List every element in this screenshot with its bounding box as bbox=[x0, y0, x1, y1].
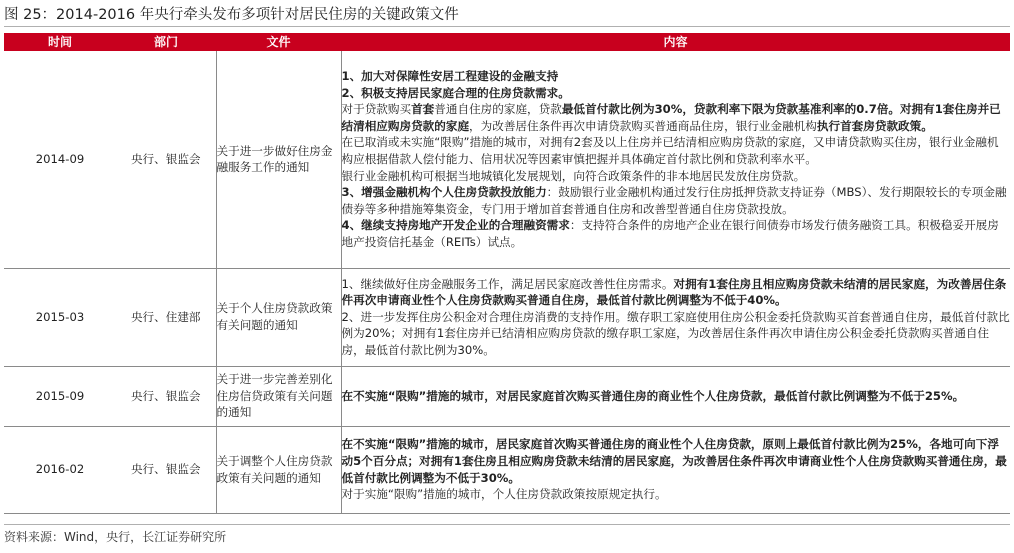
content-bold-text: 3、增强金融机构个人住房贷款投放能力 bbox=[341, 185, 547, 200]
content-paragraph bbox=[342, 134, 1011, 167]
content-text: 2、进一步发挥住房公积金对合理住房消费的支持作用。缴存职工家庭使用住房公积金委托贷款购买首套普通自住房，最低首付款比例为20%；对拥有1套住房并已结清相应购房贷款的缴存职工家庭，为改善居住条件再次申请住房公积金委托贷款购买普通自住房，最低首付款比例为30%。 bbox=[341, 309, 1010, 357]
content-text: 在已取消或未实施“限购”措施的城市，对拥有2套及以上住房并已结清相应购房贷款的家庭，又申请贷款购买住房，银行业金融机构应根据借款人偿付能力、信用状况等因素审慎把握并具体确定首付款比例和贷款利率水平。 bbox=[341, 135, 999, 166]
table-row bbox=[4, 268, 1010, 366]
cell-time: 2015-03 bbox=[4, 268, 116, 366]
table-row bbox=[4, 366, 1010, 426]
content-paragraph bbox=[342, 184, 1011, 217]
cell-time: 2016-02 bbox=[4, 426, 116, 513]
content-text: 银行业金融机构可根据当地城镇化发展规划，向符合政策条件的非本地居民发放住房贷款。 bbox=[341, 168, 806, 183]
cell-time: 2014-09 bbox=[4, 51, 116, 268]
content-bold-text: 1、加大对保障性安居工程建设的金融支持 bbox=[341, 68, 559, 83]
content-text: 普通自住房的家庭，贷款 bbox=[434, 102, 562, 117]
content-paragraph bbox=[342, 217, 1011, 250]
content-paragraph bbox=[342, 486, 1011, 503]
content-text: 对于实施“限购”措施的城市，个人住房贷款政策按原规定执行。 bbox=[341, 487, 667, 502]
cell-dept: 央行、银监会 bbox=[116, 366, 216, 426]
cell-dept: 央行、银监会 bbox=[116, 426, 216, 513]
content-text: 对于贷款购买 bbox=[341, 102, 412, 117]
table-row bbox=[4, 51, 1010, 268]
content-text: 1、继续做好住房金融服务工作，满足居民家庭改善性住房需求。 bbox=[341, 276, 674, 291]
content-bold-text: 首套 bbox=[411, 102, 435, 117]
content-paragraph bbox=[342, 436, 1011, 486]
content-paragraph bbox=[342, 309, 1011, 359]
content-paragraph bbox=[342, 276, 1011, 309]
content-bold-text: 执行首套房贷款政策。 bbox=[816, 118, 933, 133]
content-text: ：支持符合条件的房地产企业在银行间债券市场发行债务融资工具。积极稳妥开展房地产投资信托基金（REITs）试点。 bbox=[341, 218, 999, 249]
source-note: 资料来源：Wind，央行，长江证券研究所 bbox=[4, 524, 1010, 546]
content-bold-text: 最低首付款比例为30%，贷款利率下限为贷款基准利率的0.7倍。对拥有1套住房并已结清相应购房贷款的家庭 bbox=[341, 102, 1001, 133]
table-header-row bbox=[4, 33, 1010, 51]
content-bold-text: 在不实施“限购”措施的城市，对居民家庭首次购买普通住房的商业性个人住房贷款，最低首付款比例调整为不低于25%。 bbox=[341, 388, 965, 403]
cell-content bbox=[341, 366, 1010, 426]
header-time: 时间 bbox=[4, 33, 116, 51]
header-dept: 部门 bbox=[116, 33, 216, 51]
cell-dept: 央行、银监会 bbox=[116, 51, 216, 268]
table-row bbox=[4, 426, 1010, 513]
cell-time: 2015-09 bbox=[4, 366, 116, 426]
cell-document: 关于进一步做好住房金融服务工作的通知 bbox=[216, 51, 341, 268]
content-bold-text: 对拥有1套住房且相应购房贷款未结清的居民家庭，为改善居住条件再次申请商业性个人住房贷款购买普通自住房，最低首付款比例调整为不低于40%。 bbox=[341, 276, 1007, 308]
cell-document: 关于进一步完善差别化住房信贷政策有关问题的通知 bbox=[216, 366, 341, 426]
cell-document: 关于个人住房贷款政策有关问题的通知 bbox=[216, 268, 341, 366]
cell-content bbox=[341, 51, 1010, 268]
content-bold-text: 4、继续支持房地产开发企业的合理融资需求 bbox=[341, 218, 570, 233]
content-bold-text: 在不实施“限购”措施的城市，居民家庭首次购买普通住房的商业性个人住房贷款，原则上最低首付款比例为25%，各地可向下浮动5个百分点；对拥有1套住房且相应购房贷款未结清的居民家庭，为改善居住条件再次申请商业性个人住房贷款购买普通住房，最低首付款比例调整为不低于30%。 bbox=[341, 437, 1007, 485]
content-paragraph bbox=[342, 168, 1011, 185]
content-paragraph bbox=[342, 101, 1011, 134]
content-bold-text: 2、积极支持居民家庭合理的住房贷款需求。 bbox=[341, 85, 570, 100]
cell-content bbox=[341, 268, 1010, 366]
policy-table bbox=[4, 33, 1010, 514]
cell-dept: 央行、住建部 bbox=[116, 268, 216, 366]
content-text: ，为改善居住条件再次申请贷款购买普通商品住房，银行业金融机构 bbox=[469, 118, 817, 133]
content-paragraph bbox=[342, 85, 1011, 102]
content-paragraph bbox=[342, 388, 1011, 405]
header-doc: 文件 bbox=[216, 33, 341, 51]
content-text: ：鼓励银行业金融机构通过发行住房抵押贷款支持证券（MBS）、发行期限较长的专项金融债券等多种措施筹集资金，专门用于增加首套普通自住房和改善型普通自住房贷款投放。 bbox=[341, 185, 1007, 216]
figure-title: 图 25：2014-2016 年央行牵头发布多项针对居民住房的关键政策文件 bbox=[4, 4, 1010, 27]
cell-content bbox=[341, 426, 1010, 513]
content-paragraph bbox=[342, 68, 1011, 85]
header-content: 内容 bbox=[341, 33, 1010, 51]
cell-document: 关于调整个人住房贷款政策有关问题的通知 bbox=[216, 426, 341, 513]
